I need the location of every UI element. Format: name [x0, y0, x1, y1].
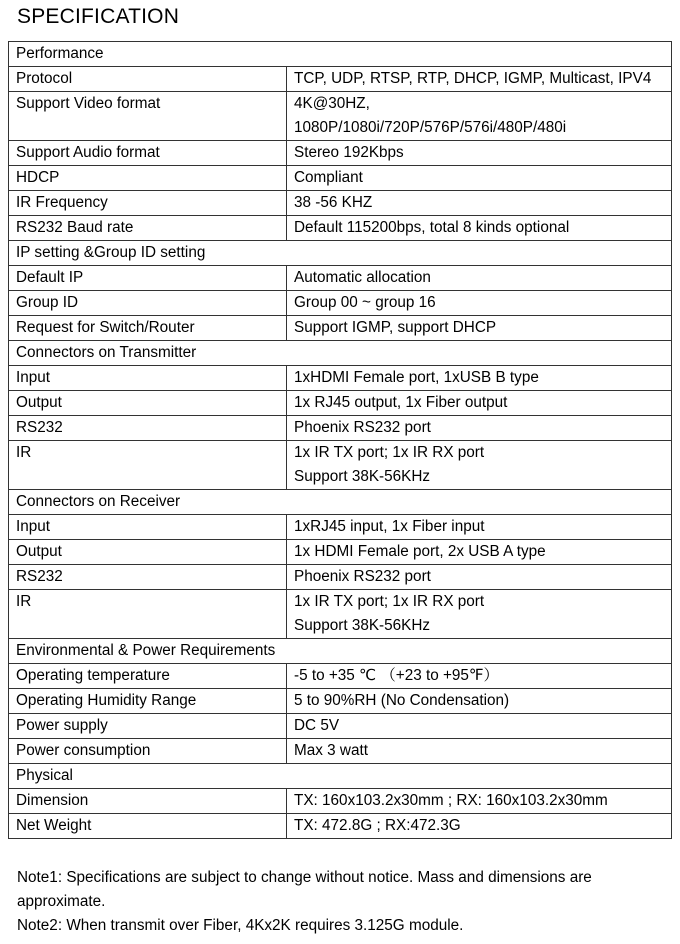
spec-value: 1x HDMI Female port, 2x USB A type	[287, 540, 672, 565]
spec-label: Operating Humidity Range	[9, 689, 287, 714]
spec-value: 1x RJ45 output, 1x Fiber output	[287, 391, 672, 416]
spec-label: IR	[9, 441, 287, 490]
note-1: Note1: Specifications are subject to change without notice. Mass and dimensions are approximate.	[17, 869, 592, 910]
spec-row	[9, 216, 672, 241]
section-header-row	[9, 764, 672, 789]
spec-value: 5 to 90%RH (No Condensation)	[287, 689, 672, 714]
spec-label: Support Audio format	[9, 141, 287, 166]
spec-row	[9, 739, 672, 764]
spec-row	[9, 664, 672, 689]
spec-value: 1xHDMI Female port, 1xUSB B type	[287, 366, 672, 391]
section-heading: Physical	[9, 764, 672, 789]
spec-value: Group 00 ~ group 16	[287, 291, 672, 316]
spec-row	[9, 416, 672, 441]
spec-label: Default IP	[9, 266, 287, 291]
spec-row	[9, 67, 672, 92]
spec-value: Automatic allocation	[287, 266, 672, 291]
spec-row	[9, 166, 672, 191]
spec-label: Protocol	[9, 67, 287, 92]
spec-label: Power supply	[9, 714, 287, 739]
spec-label: IR	[9, 590, 287, 639]
spec-value: TX: 472.8G ; RX:472.3G	[287, 814, 672, 839]
spec-label: RS232	[9, 565, 287, 590]
spec-value: 38 -56 KHZ	[287, 191, 672, 216]
section-heading: Connectors on Transmitter	[9, 341, 672, 366]
spec-value: Phoenix RS232 port	[287, 565, 672, 590]
spec-value: Phoenix RS232 port	[287, 416, 672, 441]
spec-row	[9, 814, 672, 839]
spec-row	[9, 316, 672, 341]
spec-value: -5 to +35 ℃ （+23 to +95℉）	[287, 664, 672, 689]
note-2: Note2: When transmit over Fiber, 4Kx2K requires 3.125G module.	[17, 917, 464, 934]
spec-row	[9, 689, 672, 714]
section-heading: Connectors on Receiver	[9, 490, 672, 515]
spec-value	[287, 92, 672, 141]
spec-value-line: 1x IR TX port; 1x IR RX port	[294, 593, 485, 610]
spec-value-line: Support 38K-56KHz	[294, 468, 431, 485]
spec-table	[8, 41, 672, 839]
notes	[17, 866, 657, 938]
spec-value: Default 115200bps, total 8 kinds optional	[287, 216, 672, 241]
spec-row	[9, 714, 672, 739]
section-header-row	[9, 341, 672, 366]
spec-row	[9, 565, 672, 590]
spec-label: Output	[9, 540, 287, 565]
spec-label: Output	[9, 391, 287, 416]
spec-row	[9, 515, 672, 540]
spec-row	[9, 590, 672, 639]
spec-value: TX: 160x103.2x30mm ; RX: 160x103.2x30mm	[287, 789, 672, 814]
spec-label: Operating temperature	[9, 664, 287, 689]
spec-value	[287, 441, 672, 490]
spec-label: Input	[9, 515, 287, 540]
spec-row	[9, 291, 672, 316]
spec-label: Dimension	[9, 789, 287, 814]
spec-row	[9, 366, 672, 391]
spec-row	[9, 540, 672, 565]
section-heading: Environmental & Power Requirements	[9, 639, 672, 664]
spec-value: TCP, UDP, RTSP, RTP, DHCP, IGMP, Multicast, IPV4	[287, 67, 672, 92]
spec-label: Net Weight	[9, 814, 287, 839]
spec-value: Stereo 192Kbps	[287, 141, 672, 166]
spec-row	[9, 789, 672, 814]
spec-value-line: 4K@30HZ,	[294, 95, 370, 112]
spec-row	[9, 441, 672, 490]
section-header-row	[9, 490, 672, 515]
spec-value-line: Support 38K-56KHz	[294, 617, 431, 634]
spec-label: Input	[9, 366, 287, 391]
spec-value: Compliant	[287, 166, 672, 191]
spec-label: Power consumption	[9, 739, 287, 764]
spec-row	[9, 391, 672, 416]
spec-label: RS232	[9, 416, 287, 441]
section-header-row	[9, 639, 672, 664]
spec-value: Max 3 watt	[287, 739, 672, 764]
section-header-row	[9, 42, 672, 67]
spec-table-body	[9, 42, 672, 839]
spec-label: Support Video format	[9, 92, 287, 141]
section-heading: Performance	[9, 42, 672, 67]
spec-value-line: 1x IR TX port; 1x IR RX port	[294, 444, 485, 461]
spec-row	[9, 141, 672, 166]
spec-value: 1xRJ45 input, 1x Fiber input	[287, 515, 672, 540]
spec-label: RS232 Baud rate	[9, 216, 287, 241]
spec-label: HDCP	[9, 166, 287, 191]
spec-value	[287, 590, 672, 639]
spec-value: Support IGMP, support DHCP	[287, 316, 672, 341]
spec-row	[9, 92, 672, 141]
spec-label: Group ID	[9, 291, 287, 316]
page-title: SPECIFICATION	[17, 5, 180, 28]
spec-row	[9, 266, 672, 291]
section-heading: IP setting &Group ID setting	[9, 241, 672, 266]
section-header-row	[9, 241, 672, 266]
spec-label: IR Frequency	[9, 191, 287, 216]
spec-value: DC 5V	[287, 714, 672, 739]
spec-label: Request for Switch/Router	[9, 316, 287, 341]
spec-value-line: 1080P/1080i/720P/576P/576i/480P/480i	[294, 119, 567, 136]
spec-row	[9, 191, 672, 216]
